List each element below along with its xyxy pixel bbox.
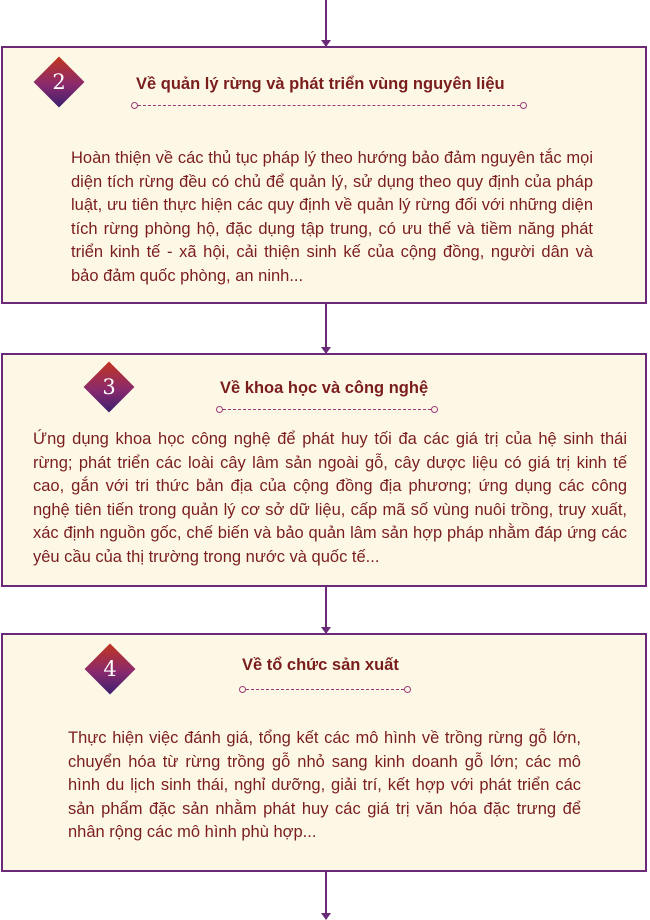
connector-2-3 xyxy=(325,304,327,353)
section-card-3 xyxy=(1,353,647,587)
connector-bottom xyxy=(325,872,327,919)
section-body-4: Thực hiện việc đánh giá, tổng kết các mô hình về trồng rừng gỗ lớn, chuyển hóa từ rừng trồng gỗ nhỏ sang kinh doanh gỗ lớn; các mô hình du lịch sinh thái, nghỉ dưỡng, giải trí, kết hợp với phát triển các sản phẩm đặc sản nhằm phát huy các giá trị văn hóa đặc trưng để nhân rộng các mô hình phù hợp... xyxy=(68,729,581,841)
title-divider-2 xyxy=(138,105,520,106)
section-body-3: Ứng dụng khoa học công nghệ để phát huy tối đa các giá trị của hệ sinh thái rừng; phát triển các loài cây lâm sản ngoài gỗ, cây dược liệu có giá trị kinh tế cao, gắn với tri thức bản địa của cộng đồng địa phương; ứng dụng các công nghệ tiên tiến trong quản lý cơ sở dữ liệu, cấp mã số vùng nuôi trồng, truy xuất, xác định nguồn gốc, chế biến và bảo quản lâm sản hợp pháp nhằm đáp ứng các yêu cầu của thị trường trong nước và quốc tế... xyxy=(33,430,627,566)
section-title-4: Về tổ chức sản xuất xyxy=(242,656,399,674)
connector-top xyxy=(325,0,327,46)
section-number-4: 4 xyxy=(103,657,117,681)
section-number-3: 3 xyxy=(102,375,116,399)
section-number-2: 2 xyxy=(52,70,66,94)
section-card-2 xyxy=(1,46,647,304)
section-title-3: Về khoa học và công nghệ xyxy=(220,379,429,397)
connector-3-4 xyxy=(325,587,327,633)
title-divider-3 xyxy=(223,409,431,410)
section-body-2: Hoàn thiện về các thủ tục pháp lý theo hướng bảo đảm nguyên tắc mọi diện tích rừng đều có chủ để quản lý, sử dụng theo quy định của pháp luật, ưu tiên thực hiện các quy định về quản lý rừng đối với những diện tích rừng phòng hộ, đặc dụng tập trung, có ưu thế và tiềm năng phát triển kinh tế - xã hội, cải thiện sinh kế của cộng đồng, người dân và bảo đảm quốc phòng, an ninh... xyxy=(71,149,593,285)
section-card-4 xyxy=(1,633,647,872)
title-divider-4 xyxy=(246,689,404,690)
section-title-2: Về quản lý rừng và phát triển vùng nguyên liệu xyxy=(136,75,505,93)
